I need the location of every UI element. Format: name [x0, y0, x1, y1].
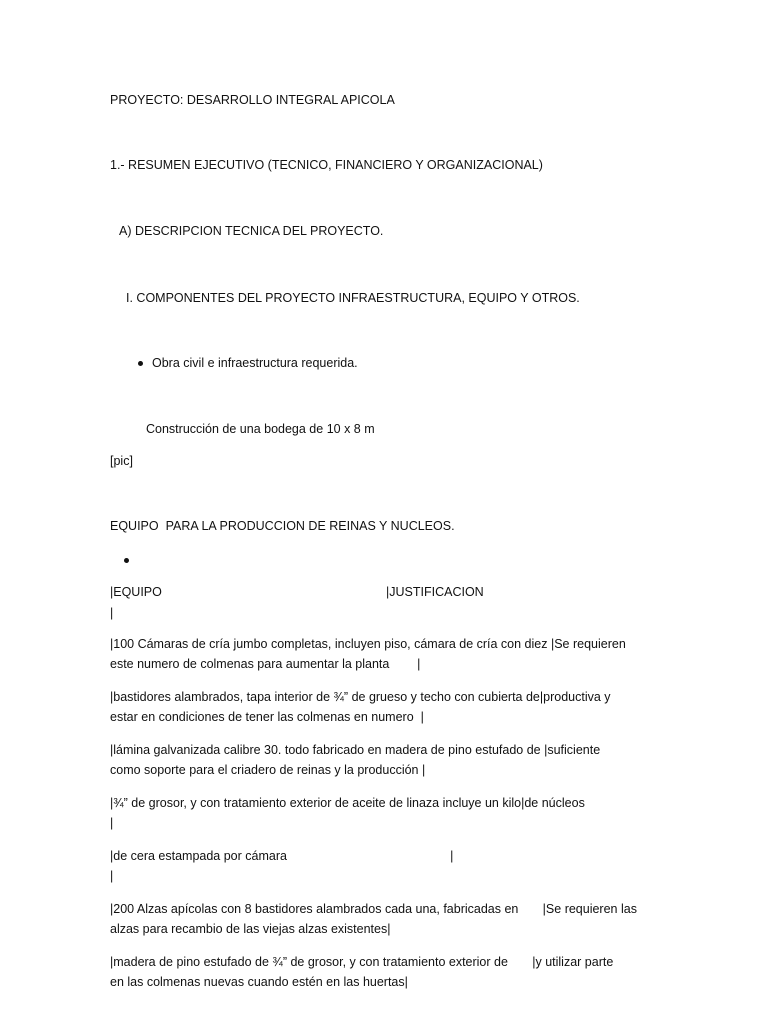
table-row: [110, 687, 650, 727]
table-row-line: |200 Alzas apícolas con 8 bastidores alambrados cada una, fabricadas en |Se requieren las: [110, 902, 637, 916]
table-row-line: |lámina galvanizada calibre 30. todo fabricado en madera de pino estufado de |suficiente: [110, 743, 601, 757]
table-row-line: |: [110, 816, 114, 830]
table-row-line: alzas para recambio de las viejas alzas existentes|: [110, 922, 391, 936]
table-row: [110, 793, 650, 833]
bullet-icon: [138, 361, 143, 366]
table-row-line: |100 Cámaras de cría jumbo completas, incluyen piso, cámara de cría con diez |Se requieren: [110, 637, 626, 651]
table-row-line: |madera de pino estufado de ¾” de grosor, y con tratamiento exterior de |y utilizar parte: [110, 955, 614, 969]
table-row-line: |bastidores alambrados, tapa interior de ¾” de grueso y techo con cubierta de|productiva y: [110, 690, 611, 704]
picture-placeholder: [pic]: [110, 454, 133, 468]
table-row-line: estar en condiciones de tener las colmenas en numero |: [110, 710, 424, 724]
document-title: PROYECTO: DESARROLLO INTEGRAL APICOLA: [110, 93, 395, 107]
table-row: [110, 952, 650, 992]
table-row: [110, 846, 650, 886]
section-heading-resumen: 1.- RESUMEN EJECUTIVO (TECNICO, FINANCIERO Y ORGANIZACIONAL): [110, 158, 543, 172]
table-row-line: |¾” de grosor, y con tratamiento exterior de aceite de linaza incluye un kilo|de núcleos: [110, 796, 585, 810]
bullet-icon: [124, 558, 129, 563]
table-header-equipo: |EQUIPO: [110, 585, 162, 599]
table-row-line: |: [110, 869, 114, 883]
construction-text: Construcción de una bodega de 10 x 8 m: [146, 422, 375, 436]
bullet-item-obra-civil: Obra civil e infraestructura requerida.: [152, 356, 358, 370]
table-row-line: este numero de colmenas para aumentar la planta |: [110, 657, 421, 671]
table-header-justificacion: |JUSTIFICACION: [386, 585, 484, 599]
table-row: [110, 899, 650, 939]
table-row: [110, 740, 650, 780]
table-row-line: en las colmenas nuevas cuando estén en las huertas|: [110, 975, 408, 989]
table-header-end: |: [110, 606, 114, 620]
subsection-heading-descripcion: A) DESCRIPCION TECNICA DEL PROYECTO.: [119, 224, 384, 238]
table-row-line: |de cera estampada por cámara |: [110, 849, 454, 863]
table-row: [110, 634, 650, 674]
equipment-heading: EQUIPO PARA LA PRODUCCION DE REINAS Y NUCLEOS.: [110, 519, 455, 533]
subsection-heading-componentes: I. COMPONENTES DEL PROYECTO INFRAESTRUCTURA, EQUIPO Y OTROS.: [126, 291, 580, 305]
table-row-line: como soporte para el criadero de reinas y la producción |: [110, 763, 426, 777]
